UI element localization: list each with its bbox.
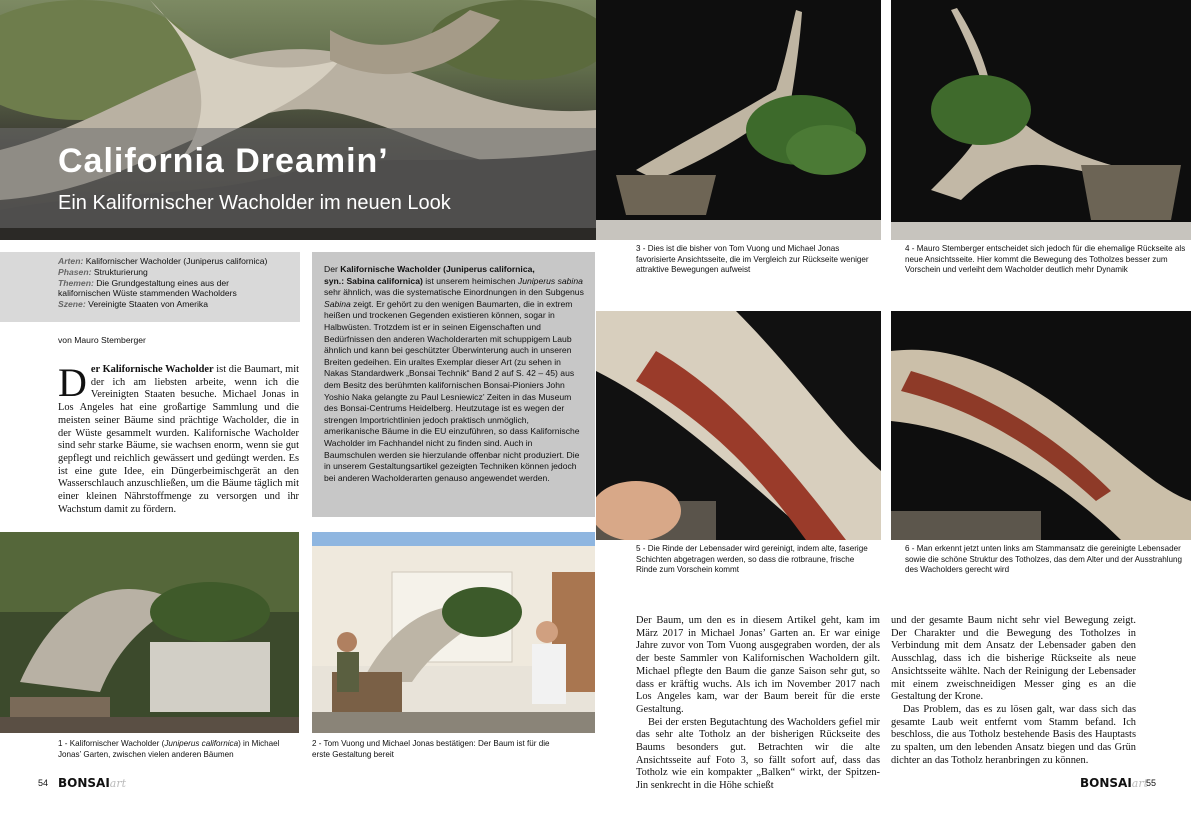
author-line: von Mauro Stemberger — [58, 335, 146, 345]
meta-row: Arten: Kalifornischer Wacholder (Juniperus californica) — [58, 256, 268, 266]
meta-row: Themen: Die Grundgestaltung eines aus der — [58, 277, 230, 288]
photo-5-bark-cleaning — [596, 311, 881, 540]
info-box: Der Kalifornische Wacholder (Juniperus californica, syn.: Sabina californica) ist unserem heimischen Juniperus sabina sehr ähnlich, was die systematische Einordnungen in den Subgenus Sabina zeigt. Er gehört zu den wenigen Baumarten, die in extrem heißen und trockenen Gegenden existieren können, sogar in Halbwüsten. Trotzdem ist er in seinen Eigenschaften und Bedürfnissen den anderen Wacholderarten mit schuppigem Laub ähnlich und kann bei geschützter Überwinterung auch in unseren Breiten gedeihen. Ein uraltes Exemplar dieser Art (zu sehen in Nakas Standardwerk „Bonsai Technik“ Band 2 auf S. 42 – 45) aus dem Besitz des berühmten kalifornischen Bonsai-Pioniers John Yoshio Naka gelangte zu Paul Lesniewicz’ Zeiten in das Museum des Bonsai-Centrums Heidelberg. Heutzutage ist es wegen der strengen Importrichtlinien jedoch praktisch unmöglich, amerikanische Bäume in die EU einzuführen, so dass Kalifornische Wacholder im Fachhandel nicht zu finden sind. Auch in Baumschulen werden sie hierzulande offenbar nicht produziert. Die in unserem Gestaltungsartikel gezeigten Techniken können jedoch bei anderen Wacholderarten genauso angewendet werden. — [312, 252, 595, 517]
body-column-3: Der Baum, um den es in diesem Artikel geht, kam im März 2017 in Michael Jonas’ Garten an. Er war einige Jahre zuvor von Tom Vuong ausgegraben worden, der als der beste Sammler von Kalifornischen Wacholdern gilt. Michael pflegte den Baum die ganze Saison sehr gut, so dass er kräftig wuchs. Als ich im November 2017 nach Los Angeles kam, war der Baum bereit für die erste Gestaltung. Bei der ersten Begutachtung des Wacholders gefiel mir das sehr alte Totholz an der bisherigen Rückseite des Baums besonders gut. Betrachten wir die alte Ansichtsseite auf Foto 3, so fällt sofort auf, dass das Totholz wie ein kompakter „Balken“ wirkt, der Spitzen-Jin senkrecht in die Höhe schießt — [636, 615, 880, 792]
logo-left: BONSAIart — [58, 776, 127, 790]
dropcap: D — [58, 360, 87, 405]
body-column-4: und der gesamte Baum nicht sehr viel Bewegung zeigt. Der Charakter und die Bewegung des Totholzes in Verbindung mit dem Ansatz der Lebensader gaben den Ausschlag, dass ich die bisherige Rückseite als neue Ansichtsseite wählte. Nach der Reinigung der Lebensader mit einem zweischneidigen Messer ging es an die Gestaltung der Krone. Das Problem, das es zu lösen galt, war dass sich das gesamte Laub weit entfernt vom Stamm befand. Ich beschloss, die aus Totholz bestehende Basis des Hauptasts zu spalten, um den lebenden Ansatz biegen und das Grün dichter an das Totholz heranbringen zu können. — [891, 615, 1136, 766]
page-number-left: 54 — [38, 778, 49, 788]
page-number-right: 55 — [1146, 778, 1157, 788]
meta-row: Phasen: Strukturierung — [58, 266, 148, 277]
caption-2: 2 - Tom Vuong und Michael Jonas bestätigen: Der Baum ist für die erste Gestaltung bereit — [312, 739, 550, 759]
caption-3: 3 - Dies ist die bisher von Tom Vuong und Michael Jonas favorisierte Ansichtsseite, die im Vergleich zur Rückseite weniger attraktive Bewegungen aufweist — [636, 244, 869, 275]
caption-5: 5 - Die Rinde der Lebensader wird gereinigt, indem alte, faserige Schichten abgetragen werden, so dass die rotbraune, frische Rinde zum Vorschein kommt — [636, 544, 868, 575]
intro-text: Der Kalifornische Wacholder ist die Baumart, mit der ich am liebsten arbeite, wenn ich die Vereinigten Staaten besuche. Michael Jonas in Los Angeles hat eine großartige Sammlung und die meisten seiner Bäume sind prächtige Wacholder, die in der Wüste gesammelt wurden. Kalifornische Wacholder sind sehr starke Bäume, sie wachsen enorm, wenn sie gut gepflegt und reichlich gewässert und gedüngt werden. Es ist eine gute Idee, ein Düngerbeimischgerät an den Wasserschlauch anzuschließen, um die Bäume täglich mit einer kleinen Nährstoffmenge zu versorgen und ihr Wachstum damit zu fördern. — [58, 360, 299, 515]
logo-right: BONSAIart — [1080, 776, 1149, 790]
caption-4: 4 - Mauro Stemberger entscheidet sich jedoch für die ehemalige Rückseite als neue Ansichtsseite. Hier kommt die Bewegung des Totholzes besser zum Vorschein und verleiht dem Wacholder deutlich mehr Dynamik — [905, 244, 1186, 275]
photo-6-cleaned-trunk — [891, 311, 1191, 540]
photo-3-old-front — [596, 0, 881, 240]
photo-4-new-front — [891, 0, 1191, 240]
article-subtitle: Ein Kalifornischer Wacholder im neuen Look — [58, 192, 451, 214]
article-title: California Dreamin’ — [58, 142, 389, 180]
meta-row: kalifornischen Wüste stammenden Wacholders — [58, 288, 237, 299]
meta-row: Szene: Vereinigte Staaten von Amerika — [58, 299, 209, 310]
meta-box — [0, 252, 300, 322]
photo-1-garden — [0, 532, 299, 733]
photo-2-people — [312, 532, 595, 733]
caption-1: 1 - Kalifornischer Wacholder (Juniperus californica) in Michael Jonas’ Garten, zwischen vielen anderen Bäumen — [58, 739, 280, 759]
caption-6: 6 - Man erkennt jetzt unten links am Stammansatz die gereinigte Lebensader sowie die schöne Struktur des Totholzes, das dem Alter und der Ausstrahlung des Wacholders gerecht wird — [905, 544, 1182, 575]
